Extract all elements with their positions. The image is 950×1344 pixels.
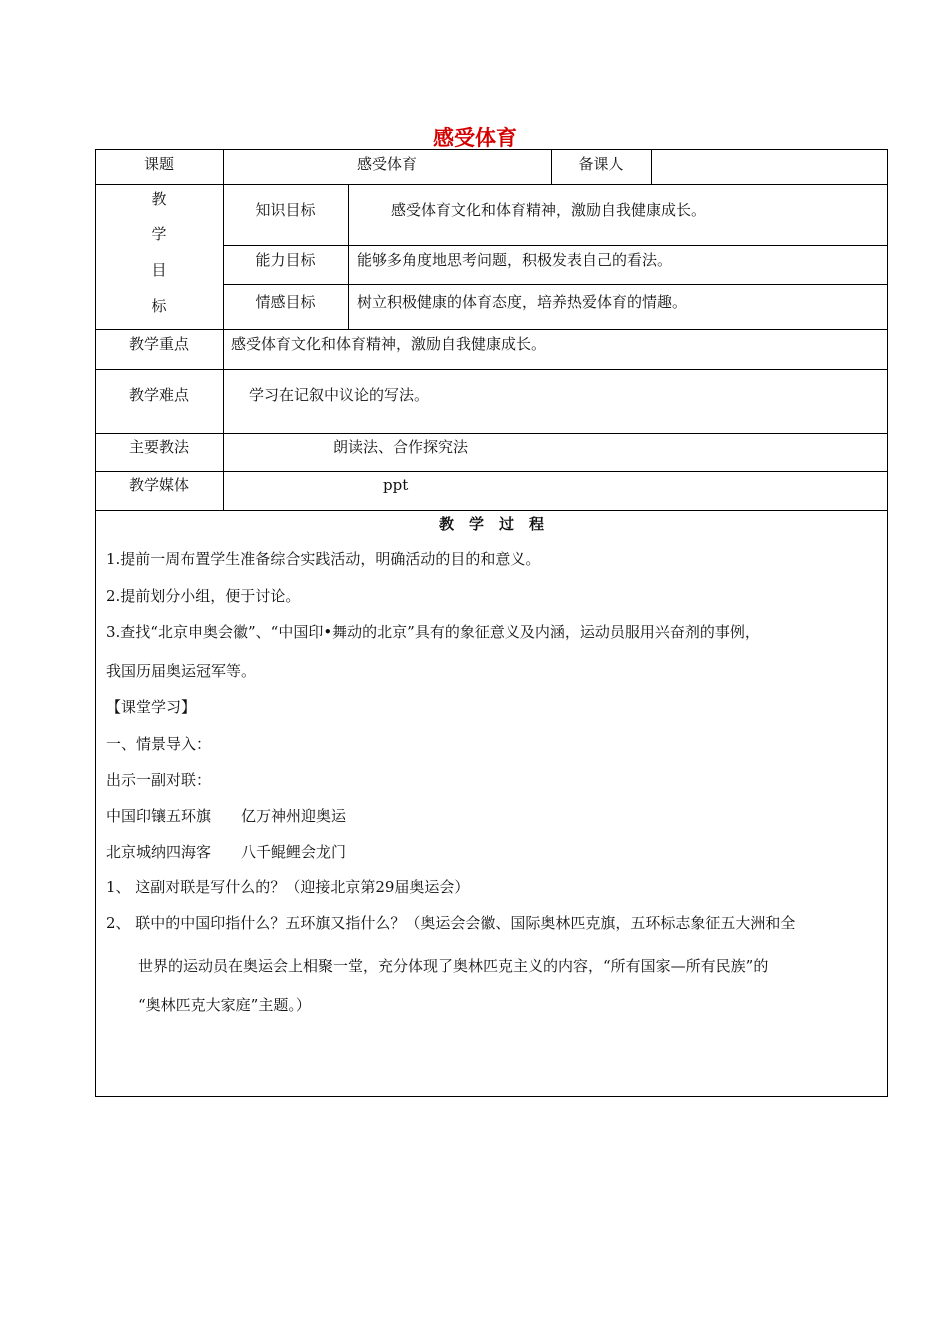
process-heading: 教 学 过 程 <box>438 515 544 533</box>
process-line: 出示一副对联： <box>106 771 212 789</box>
process-line: 3.查找“北京申奥会徽”、“中国印•舞动的北京”具有的象征意义及内涵，运动员服用兴奋剂的事例， <box>106 623 760 641</box>
objectives-label-char: 目 <box>151 261 167 279</box>
media-text: ppt <box>383 476 409 494</box>
process-line: 1、 这副对联是写什么的？（迎接北京第29届奥运会） <box>106 878 470 896</box>
emotion-goal-text: 树立积极健康的体育态度，培养热爱体育的情趣。 <box>357 293 688 311</box>
process-line: 【课堂学习】 <box>106 698 197 716</box>
process-line: 2、 联中的中国印指什么？五环旗又指什么？（奥运会会徽、国际奥林匹克旗，五环标志象征五大洲和全 <box>106 914 796 932</box>
couplet-line: 中国印镶五环旗 亿万神州迎奥运 <box>106 807 347 825</box>
couplet-line: 北京城纳四海客 八千鲲鲤会龙门 <box>106 843 347 861</box>
key-point-text: 感受体育文化和体育精神，激励自我健康成长。 <box>231 335 547 353</box>
key-point-label: 教学重点 <box>128 335 189 353</box>
column-divider <box>651 149 652 184</box>
column-divider <box>348 184 349 329</box>
process-line: 世界的运动员在奥运会上相聚一堂，充分体现了奥林匹克主义的内容，“所有国家—所有民族”的 <box>138 957 769 975</box>
ability-goal-label: 能力目标 <box>255 251 316 269</box>
difficulty-label: 教学难点 <box>128 386 189 404</box>
row-divider <box>95 369 888 370</box>
media-label: 教学媒体 <box>128 476 189 494</box>
emotion-goal-label: 情感目标 <box>255 293 316 311</box>
topic-label: 课题 <box>143 155 174 173</box>
method-label: 主要教法 <box>128 438 189 456</box>
row-divider <box>95 510 888 511</box>
process-line: 2.提前划分小组，便于讨论。 <box>106 587 301 605</box>
topic-value: 感受体育 <box>356 155 417 173</box>
objectives-label-char: 教 <box>151 190 167 208</box>
process-line: 一、情景导入： <box>106 735 212 753</box>
process-line: 1.提前一周布置学生准备综合实践活动，明确活动的目的和意义。 <box>106 550 541 568</box>
row-divider <box>95 433 888 434</box>
method-text: 朗读法、合作探究法 <box>333 438 469 456</box>
preparer-label: 备课人 <box>578 155 624 173</box>
row-divider <box>95 184 888 185</box>
row-divider <box>95 329 888 330</box>
process-line: “奥林匹克大家庭”主题。） <box>138 996 311 1014</box>
knowledge-goal-text: 感受体育文化和体育精神，激励自我健康成长。 <box>391 201 707 219</box>
row-divider <box>95 471 888 472</box>
objectives-label-char: 标 <box>151 297 167 315</box>
process-line: 我国历届奥运冠军等。 <box>106 662 257 680</box>
knowledge-goal-label: 知识目标 <box>255 201 316 219</box>
document-title: 感受体育 <box>433 126 517 150</box>
ability-goal-text: 能够多角度地思考问题，积极发表自己的看法。 <box>357 251 673 269</box>
difficulty-text: 学习在记叙中议论的写法。 <box>249 386 430 404</box>
row-divider <box>223 284 888 285</box>
row-divider <box>223 245 888 246</box>
objectives-label-char: 学 <box>151 225 167 243</box>
